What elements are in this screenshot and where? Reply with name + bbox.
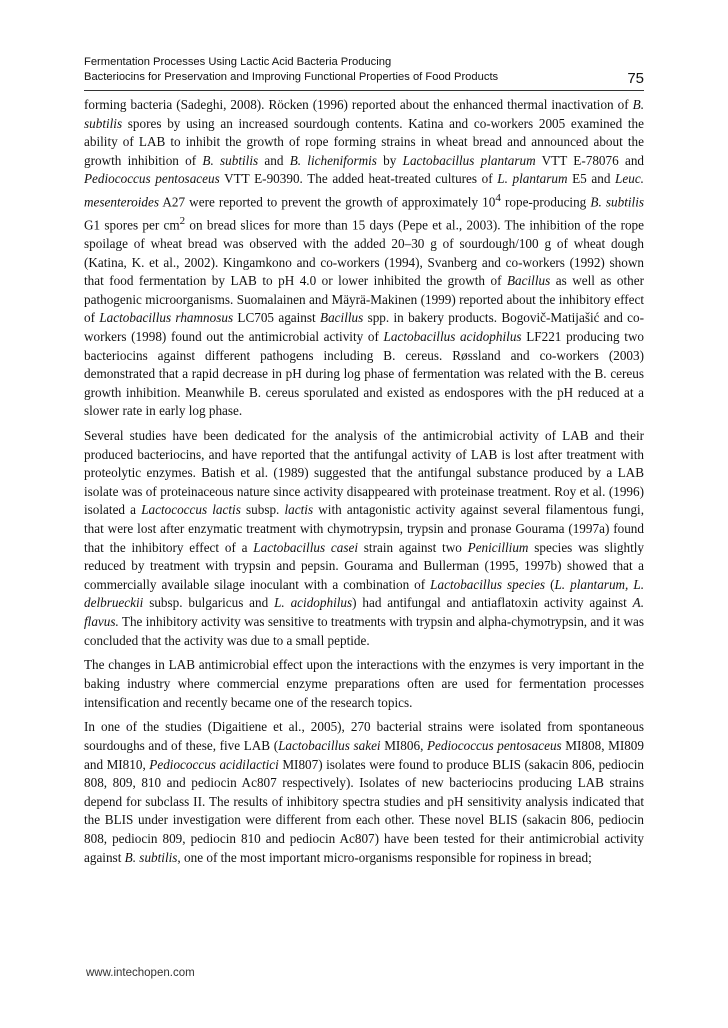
italic-term: Bacillus [320,310,364,326]
footer-url: www.intechopen.com [86,967,195,979]
italic-term: Pediococcus pentosaceus [427,737,562,753]
italic-term: Lactobacillus acidophilus [383,328,522,344]
text-run: with antagonistic activity against several filamentous fungi, that were lost after enzymatic treatment with chymotrypsin, trypsin and pronase Gourama (1997a) found that the inhibitory effect of a [84,502,645,555]
text-run: VTT E-78076 and [535,152,645,168]
text-run: as well as other pathogenic microorganisms. Suomalainen and Mäyrä-Makinen (1999) reported about the inhibitory effect of [84,273,644,326]
text-run: , one of the most important micro-organisms responsible for ropiness in bread; [177,849,592,865]
text-run: MI807) isolates were found to produce BLIS (sakacin 806, pediocin 808, 809, 810 and pediocin Ac807 respectively). Isolates of new bacteriocins producing LAB strains depend for subclass II. The results of inhibitory spectra studies and pH sensitivity analysis indicated that the BLIS under investigation were different from each other. These novel BLIS (sakacin 806, pediocin 808, pediocin 809, pediocin 810 and pediocin Ac807) have been tested for their antimicrobial activity against [84,756,645,865]
paragraph-4 [84,718,644,867]
text-run: spp. in bakery products. Bogovič-Matijašić and co-workers (1998) found out the antimicrobial activity of [84,310,644,344]
header-line-2: Bacteriocins for Preservation and Improving Functional Properties of Food Products [84,71,499,83]
italic-term: Lactobacillus sakei [278,737,381,753]
page-number: 75 [627,70,644,87]
superscript: 2 [179,214,186,227]
italic-term: Lactobacillus species [430,576,546,592]
header-line-1: Fermentation Processes Using Lactic Acid Bacteria Producing [84,56,392,68]
italic-term: Pediococcus acidilactici [149,756,279,772]
italic-term: Lactobacillus rhamnosus [99,310,234,326]
superscript: 4 [495,191,501,204]
italic-term: B. subtilis [202,152,259,168]
text-run: The changes in LAB antimicrobial effect upon the interactions with the enzymes is very important in the baking industry where commercial enzyme preparations often are used for fermentation processes intensification and recently became one of the research topics. [84,657,644,710]
body-text [84,96,644,873]
text-run: species was slightly reduced by treatment with trypsin and pepsin. Gourama and Bullerman (1995, 1997b) showed that a commercially available silage inoculant with a combination of [84,539,644,592]
text-run: rope-producing [500,194,591,210]
italic-term: lactis [284,502,314,518]
italic-term: Lactococcus lactis [141,502,241,518]
text-run: by [376,152,403,168]
paragraph-2 [84,427,644,650]
text-run: G1 spores per cm [84,217,180,233]
text-run: VTT E-90390. The added heat-treated cultures of [219,171,498,187]
header-rule [84,90,644,91]
text-run: A27 were reported to prevent the growth of approximately 10 [158,194,496,210]
italic-term: Pediococcus pentosaceus [84,171,220,187]
italic-term: L. plantarum [497,171,568,187]
italic-term: B. subtilis [84,97,644,131]
running-header [84,55,644,85]
text-run: spores by using an increased sourdough contents. Katina and co-workers 2005 examined the ability of LAB to inhibit the growth of rope forming strains in wheat bread and announced about the growth inhibition of [84,115,644,168]
text-run: LC705 against [233,310,321,326]
italic-term: Lactobacillus casei [253,539,358,555]
text-run: Several studies have been dedicated for the analysis of the antimicrobial activity of LAB and their produced bacteriocins, and have reported that the antifungal activity of LAB is lost after treatment with proteolytic enzymes. Batish et al. (1989) suggested that the antifungal substance produced by a LAB isolate was of proteinaceous nature since activity disappeared with proteinase treatment. Roy et al. (1996) isolated a [84,428,644,518]
paragraph-3 [84,656,644,712]
italic-term: A. flavus. [84,595,644,629]
italic-term: B. subtilis [124,849,178,865]
text-run: forming bacteria (Sadeghi, 2008). Röcken (1996) reported about the enhanced thermal inactivation of [84,97,633,112]
text-run: MI808, MI809 and MI810, [84,737,644,772]
italic-term: Bacillus [507,273,551,289]
italic-term: B. subtilis [590,194,644,210]
text-run: strain against two [358,539,468,555]
text-run: and [258,152,290,168]
text-run: ) had antifungal and antiaflatoxin activity against [352,595,633,611]
text-run: MI806, [380,737,427,753]
italic-term: Lactobacillus plantarum [402,152,536,168]
italic-term: L. plantarum, L. delbrueckii [84,576,644,611]
italic-term: Penicillium [467,539,529,555]
text-run: subsp. bulgaricus and [143,595,275,611]
text-run: In one of the studies (Digaitiene et al., 2005), 270 bacterial strains were isolated from spontaneous sourdoughs and of these, five LAB ( [84,719,644,753]
text-run: The inhibitory activity was sensitive to treatments with trypsin and alpha-chymotrypsin, and it was concluded that the activity was due to a small peptide. [84,614,644,648]
paragraph-1 [84,96,644,421]
text-run: LF221 producing two bacteriocins against different pathogens including B. cereus. Røssland and co-workers (2003) demonstrated that a rapid decrease in pH during log phase of fermentation was related with the B. cereus growth inhibition. Meanwhile B. cereus sporulated and existed as endospores with the pH reduced at a slower rate in early log phase. [84,328,644,419]
text-run: subsp. [240,502,285,518]
italic-term: Leuc. mesenteroides [84,171,644,210]
italic-term: B. licheniformis [289,152,377,168]
text-run: on bread slices for more than 15 days (Pepe et al., 2003). The inhibition of the rope spoilage of wheat bread was observed with the added 20–30 g of sourdough/100 g of wheat dough (Katina, K. et al., 2002). Kingamkono and co-workers (1994), Svanberg and co-workers (1992) shown that food fermentation by LAB to pH 4.0 or lower inhibited the growth of [84,217,644,289]
text-run: ( [545,576,555,592]
italic-term: L. acidophilus [274,595,353,611]
text-run: E5 and [567,171,616,187]
